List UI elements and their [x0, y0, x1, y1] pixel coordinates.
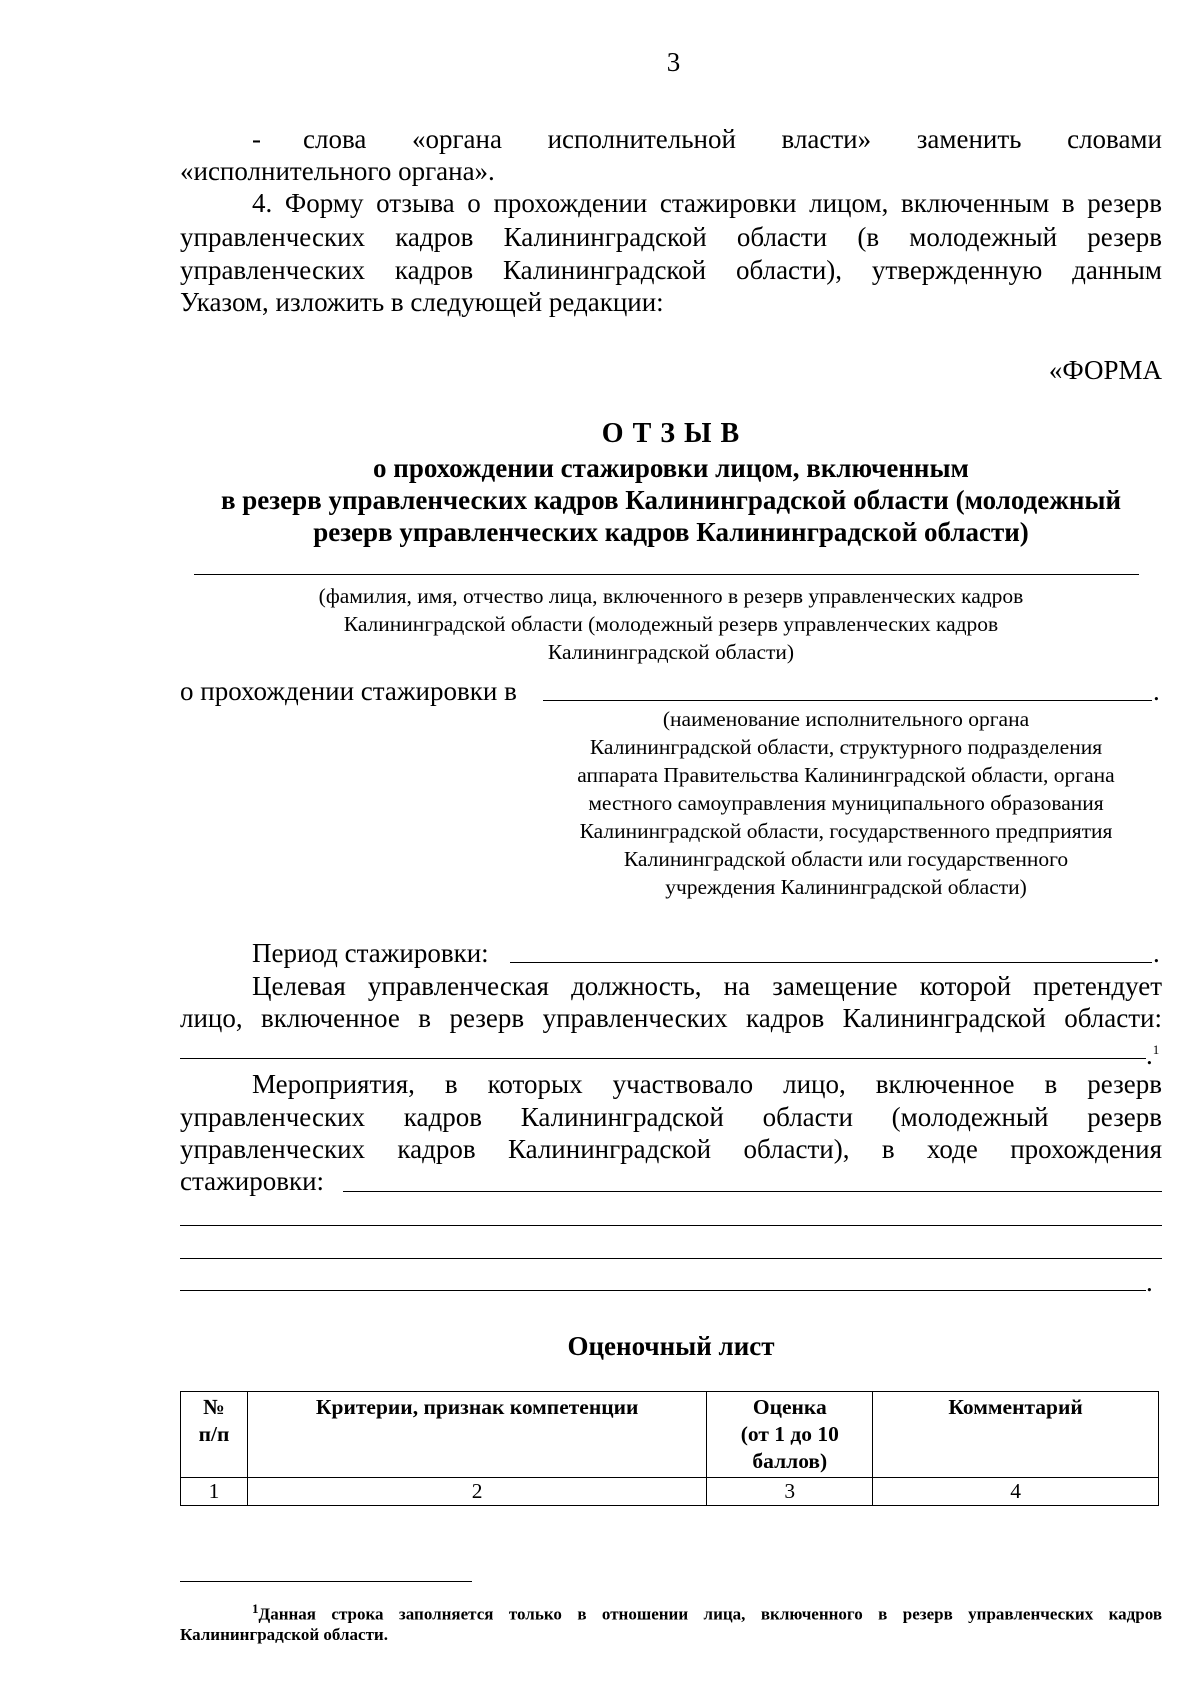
footnote-separator: [180, 1581, 472, 1582]
name-hint-line1: (фамилия, имя, отчество лица, включенного в резерв управленческих кадров: [318, 584, 1024, 608]
org-hint-line6: Калининградской области или государственного: [623, 847, 1069, 871]
item-word: словами: [1067, 124, 1162, 154]
org-hint-line3: аппарата Правительства Калининградской области, органа: [577, 763, 1115, 787]
events-line4-label: стажировки:: [180, 1166, 325, 1196]
organization-fill-line[interactable]: [543, 700, 1152, 701]
para4-line4: Указом, изложить в следующей редакции:: [180, 287, 664, 317]
header-criteria: Критерии, признак компетенции: [247, 1392, 706, 1478]
col-number-3: 3: [707, 1478, 873, 1506]
events-end: .: [1146, 1267, 1153, 1297]
target-position-end: .$^1$: [1146, 1040, 1160, 1070]
internship-at-label: о прохождении стажировки в: [180, 676, 517, 706]
name-hint-line2: Калининградской области (молодежный резерв управленческих кадров: [343, 612, 999, 636]
events-fill-line-3[interactable]: [180, 1258, 1162, 1259]
form-subtitle-line3: резерв управленческих кадров Калининградской области): [313, 517, 1029, 547]
table-header-row: [181, 1392, 1159, 1478]
col-number-4: 4: [873, 1478, 1159, 1506]
table-row: [181, 1478, 1159, 1506]
footnote-number: 1: [252, 1601, 259, 1616]
events-fill-line-2[interactable]: [180, 1225, 1162, 1226]
internship-at-end: .: [1153, 676, 1160, 706]
header-number: № п/п: [181, 1392, 248, 1478]
footnote-line2: Калининградской области.: [180, 1625, 388, 1644]
period-label: Период стажировки:: [252, 938, 489, 968]
item-words: [303, 123, 1162, 155]
period-end: .: [1153, 938, 1160, 968]
org-hint-line2: Калининградской области, структурного подразделения: [589, 735, 1103, 759]
para4-line2: управленческих кадров Калининградской области (в молодежный резерв: [180, 222, 1162, 252]
header-score: Оценка (от 1 до 10 баллов): [707, 1392, 873, 1478]
para4-line1: 4. Форму отзыва о прохождении стажировки лицом, включенным в резерв: [252, 188, 1162, 218]
item-word: заменить: [916, 124, 1022, 154]
events-line3: управленческих кадров Калининградской области), в ходе прохождения: [180, 1134, 1162, 1164]
form-title: О Т З Ы В: [601, 418, 741, 449]
col-number-1: 1: [181, 1478, 248, 1506]
form-subtitle-line1: о прохождении стажировки лицом, включенным: [373, 453, 969, 483]
name-hint-line3: Калининградской области): [547, 640, 795, 664]
item-line-2: «исполнительного органа».: [180, 156, 495, 186]
events-line2: управленческих кадров Калининградской области (молодежный резерв: [180, 1102, 1162, 1132]
footnote-line1: $^1$Данная строка заполняется только в отношении лица, включенного в резерв управленческих кадров: [252, 1601, 1162, 1624]
events-fill-line-4[interactable]: [180, 1290, 1146, 1291]
item-word: «органа: [411, 124, 502, 154]
header-comment: Комментарий: [873, 1392, 1159, 1478]
events-line1: Мероприятия, в которых участвовало лицо, включенное в резерв: [252, 1069, 1162, 1099]
period-fill-line[interactable]: [510, 962, 1152, 963]
form-subtitle-line2: в резерв управленческих кадров Калининградской области (молодежный: [220, 485, 1122, 515]
sheet-title: Оценочный лист: [567, 1331, 775, 1361]
footnote-mark: 1: [1152, 1042, 1160, 1057]
target-position-fill-line[interactable]: [180, 1058, 1146, 1059]
org-hint-line5: Калининградской области, государственного предприятия: [579, 819, 1113, 843]
item-word: исполнительной: [547, 124, 736, 154]
target-position-line1: Целевая управленческая должность, на замещение которой претендует: [252, 971, 1162, 1001]
col-number-2: 2: [247, 1478, 706, 1506]
evaluation-table: [180, 1391, 1159, 1506]
events-fill-line-1[interactable]: [343, 1191, 1162, 1192]
para4-line3: управленческих кадров Калининградской области), утвержденную данным: [180, 255, 1162, 285]
org-hint-line4: местного самоуправления муниципального образования: [588, 791, 1104, 815]
name-fill-line[interactable]: [194, 574, 1139, 575]
form-label: «ФОРМА: [1048, 355, 1162, 385]
org-hint-line1: (наименование исполнительного органа: [662, 707, 1030, 731]
org-hint-line7: учреждения Калининградской области): [665, 875, 1027, 899]
target-position-line2: лицо, включенное в резерв управленческих кадров Калининградской области:: [180, 1003, 1162, 1033]
item-bullet: -: [252, 124, 261, 154]
item-word: власти»: [781, 124, 872, 154]
page-number: 3: [666, 47, 681, 77]
item-word: слова: [303, 124, 367, 154]
